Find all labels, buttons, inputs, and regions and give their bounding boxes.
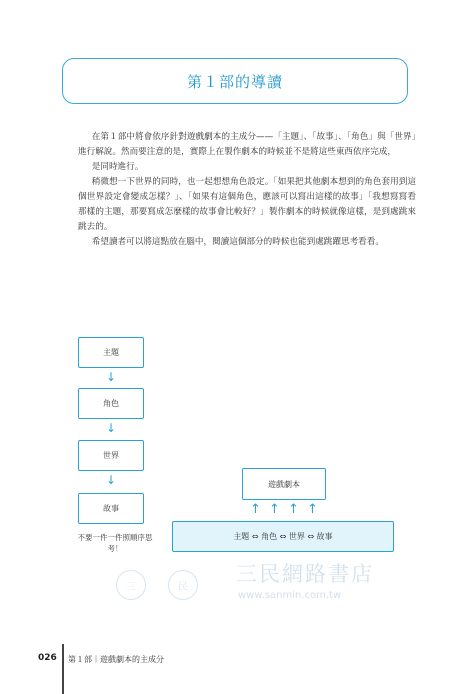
watermark-name: 三民網路書店 <box>236 562 374 586</box>
game-scenario-box: 遊戲劇本 <box>242 468 326 500</box>
elements-combo-box: 主題 ⇔ 角色 ⇔ 世界 ⇔ 故事 <box>172 521 394 552</box>
body-text <box>78 130 416 250</box>
section-title: 第１部的導讀 <box>186 72 283 91</box>
flow-note: 不要一件一件照順序思考！ <box>77 533 153 553</box>
paragraph: 在第１部中將會依序針對遊戲劇本的主成分——「主題」、「故事」、「角色」與「世界」進行解說。然而要注意的是，實際上在製作劇本的時候並不是將這些東西依序完成， <box>78 132 416 157</box>
section-title-box <box>62 58 408 104</box>
up-arrow-icon: ↑ <box>288 502 299 517</box>
up-arrow-icon: ↑ <box>307 502 318 517</box>
seal-icon: 民 <box>168 570 198 600</box>
running-footer: 第１部｜遊戲劇本的主成分 <box>68 655 164 664</box>
flow-box-world: 世界 <box>78 440 144 471</box>
flow-box-character: 角色 <box>78 388 144 419</box>
paragraph: 稍微想一下世界的同時，也一起想想角色設定。「如果把其他劇本想到的角色套用到這個世界設定會變成怎樣？」、「如果有這個角色，應該可以寫出這樣的故事」「我想寫寫看那樣的主題，那要寫成怎麼樣的故事會比較好？」製作劇本的時候就像這樣，是到處跳來跳去的。 <box>78 177 416 232</box>
page-number: 026 <box>38 653 57 663</box>
seal-icon: 三 <box>116 570 146 600</box>
paragraph: 是同時進行。 <box>91 162 144 172</box>
footer-divider <box>62 644 64 694</box>
watermark-url: www.sanmin.com.tw <box>238 590 342 601</box>
watermark <box>88 556 398 612</box>
up-arrows <box>246 502 322 518</box>
down-arrow-icon: ↓ <box>105 421 117 435</box>
flow-box-story: 故事 <box>78 493 144 524</box>
down-arrow-icon: ↓ <box>105 473 117 487</box>
flow-box-theme: 主題 <box>78 337 144 368</box>
down-arrow-icon: ↓ <box>105 370 117 384</box>
up-arrow-icon: ↑ <box>250 502 261 517</box>
up-arrow-icon: ↑ <box>269 502 280 517</box>
paragraph: 希望讀者可以將這點放在腦中，閱讀這個部分的時候也能到處跳躍思考看看。 <box>91 237 384 247</box>
